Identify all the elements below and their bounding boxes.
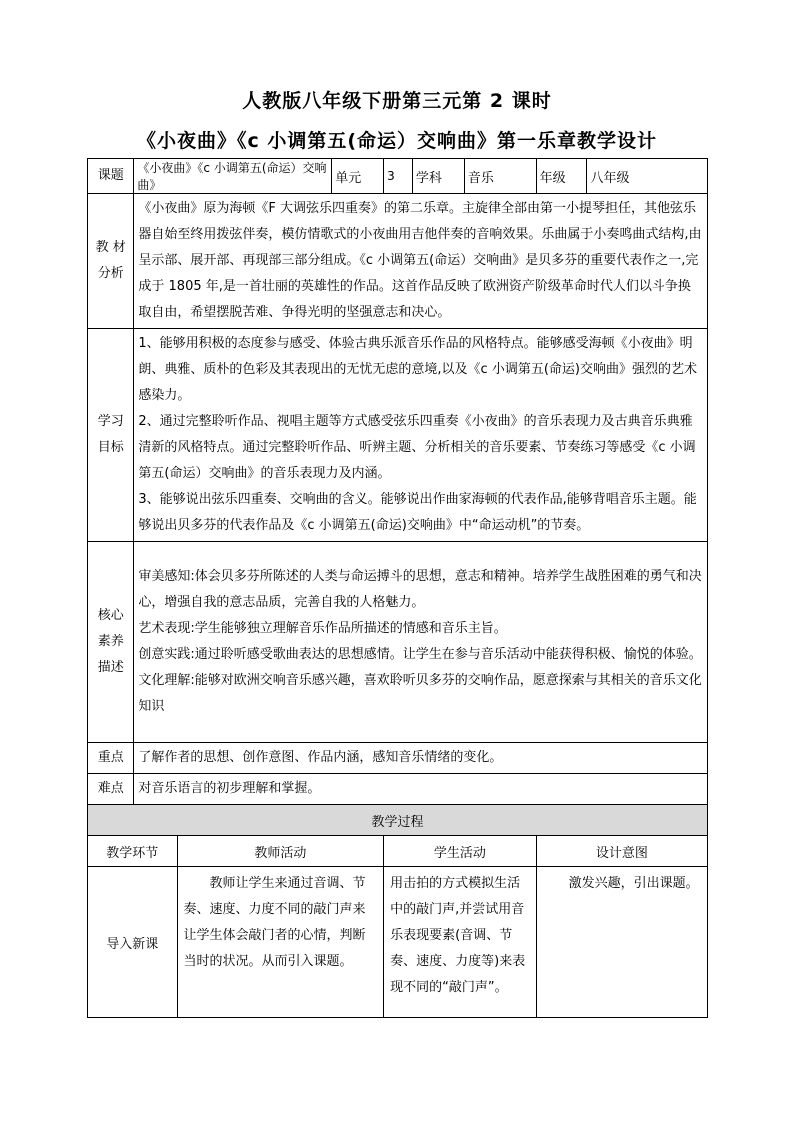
- hexin-item: 创意实践:通过聆听感受歌曲表达的思想感情。让学生在参与音乐活动中能获得积极、愉悦的体验。: [138, 647, 702, 662]
- hexin-item: 审美感知:体会贝多芬所陈述的人类与命运搏斗的思想，意志和精神。培养学生战胜困难的勇气和决心，增强自我的意志品质，完善自我的人格魅力。: [138, 569, 702, 610]
- document-title: 人教版八年级下册第三元第 2 课时: [242, 90, 552, 112]
- zhongdian-text: 了解作者的思想、创作意图、作品内涵，感知音乐情绪的变化。: [134, 743, 708, 774]
- process-title-row: [88, 805, 708, 836]
- hexin-label: 核心 素养 描述: [88, 542, 134, 743]
- nandian-text: 对音乐语言的初步理解和掌握。: [134, 774, 708, 805]
- hexin-item: 文化理解:能够对欧洲交响音乐感兴趣，喜欢聆听贝多芬的交响作品，愿意探索与其相关的音乐文化知识: [138, 673, 702, 714]
- student-activity: 用击拍的方式模拟生活中的敲门声,并尝试用音乐表现要素(音调、节奏、速度、力度等)来表现不同的“敲门声”。: [384, 867, 536, 1018]
- nandian-row: [88, 774, 708, 805]
- col-intent: 设计意图: [536, 836, 707, 867]
- xue-ke-label: 学科: [412, 159, 464, 194]
- xue-ke-value: 音乐: [464, 159, 536, 194]
- nandian-label: 难点: [88, 774, 134, 805]
- zhongdian-label: 重点: [88, 743, 134, 774]
- col-teacher: 教师活动: [177, 836, 384, 867]
- hexin-item: 艺术表现:学生能够独立理解音乐作品所描述的情感和音乐主旨。: [138, 621, 507, 636]
- header-row: [88, 159, 708, 194]
- process-header-row: [88, 836, 708, 867]
- col-stage: 教学环节: [88, 836, 178, 867]
- document-subtitle: 《小夜曲》《c 小调第五(命运）交响曲》第一乐章教学设计: [136, 130, 658, 152]
- xuexi-label: 学习 目标: [88, 329, 134, 542]
- zhongdian-row: [88, 743, 708, 774]
- jiaocai-row: [88, 194, 708, 329]
- ke-ti-value: 《小夜曲》《c 小调第五(命运）交响曲》: [134, 159, 332, 194]
- hexin-text: [134, 542, 708, 743]
- process-title: 教学过程: [88, 805, 708, 836]
- process-row: [88, 867, 708, 1018]
- stage-cell: 导入新课: [88, 867, 178, 1018]
- xuexi-item: 2、通过完整聆听作品、视唱主题等方式感受弦乐四重奏《小夜曲》的音乐表现力及古典音乐典雅清新的风格特点。通过完整聆听作品、听辨主题、分析相关的音乐要素、节奏练习等感受《c 小调第五(命运）交响曲》的音乐表现力及内涵。: [138, 414, 696, 481]
- jiaocai-text: 《小夜曲》原为海顿《F 大调弦乐四重奏》的第二乐章。主旋律全部由第一小提琴担任，其他弦乐器自始至终用拨弦伴奏，模仿情歌式的小夜曲用吉他伴奏的音响效果。乐曲属于小奏鸣曲式结构,由呈示部、展开部、再现部三部分组成。《c 小调第五(命运）交响曲》是贝多芬的重要代表作之一,完成于 1805 年,是一首壮丽的英雄性的作品。这首作品反映了欧洲资产阶级革命时代人们以斗争换取自由，希望摆脱苦难、争得光明的坚强意志和决心。: [134, 194, 708, 329]
- xuexi-text: [134, 329, 708, 542]
- teacher-activity: 教师让学生来通过音调、节奏、速度、力度不同的敲门声来让学生体会敲门者的心情，判断当时的状况。从而引入课题。: [177, 867, 384, 1018]
- ke-ti-label: 课题: [88, 159, 134, 194]
- nian-ji-label: 年级: [536, 159, 587, 194]
- xuexi-item: 1、能够用积极的态度参与感受、体验古典乐派音乐作品的风格特点。能够感受海顿《小夜曲》明朗、典雅、质朴的色彩及其表现出的无忧无虑的意境,以及《c 小调第五(命运)交响曲》强烈的艺术感染力。: [138, 336, 697, 403]
- dan-yuan-label: 单元: [332, 159, 384, 194]
- hexin-row: [88, 542, 708, 743]
- xuexi-row: [88, 329, 708, 542]
- jiaocai-label: 教 材 分析: [88, 194, 134, 329]
- xuexi-item: 3、能够说出弦乐四重奏、交响曲的含义。能够说出作曲家海顿的代表作品,能够背唱音乐主题。能够说出贝多芬的代表作品及《c 小调第五(命运)交响曲》中“命运动机”的节奏。: [138, 492, 697, 533]
- col-student: 学生活动: [384, 836, 536, 867]
- design-intent: 激发兴趣，引出课题。: [536, 867, 707, 1018]
- lesson-plan-table: [87, 158, 708, 1018]
- dan-yuan-value: 3: [384, 159, 413, 194]
- nian-ji-value: 八年级: [587, 159, 708, 194]
